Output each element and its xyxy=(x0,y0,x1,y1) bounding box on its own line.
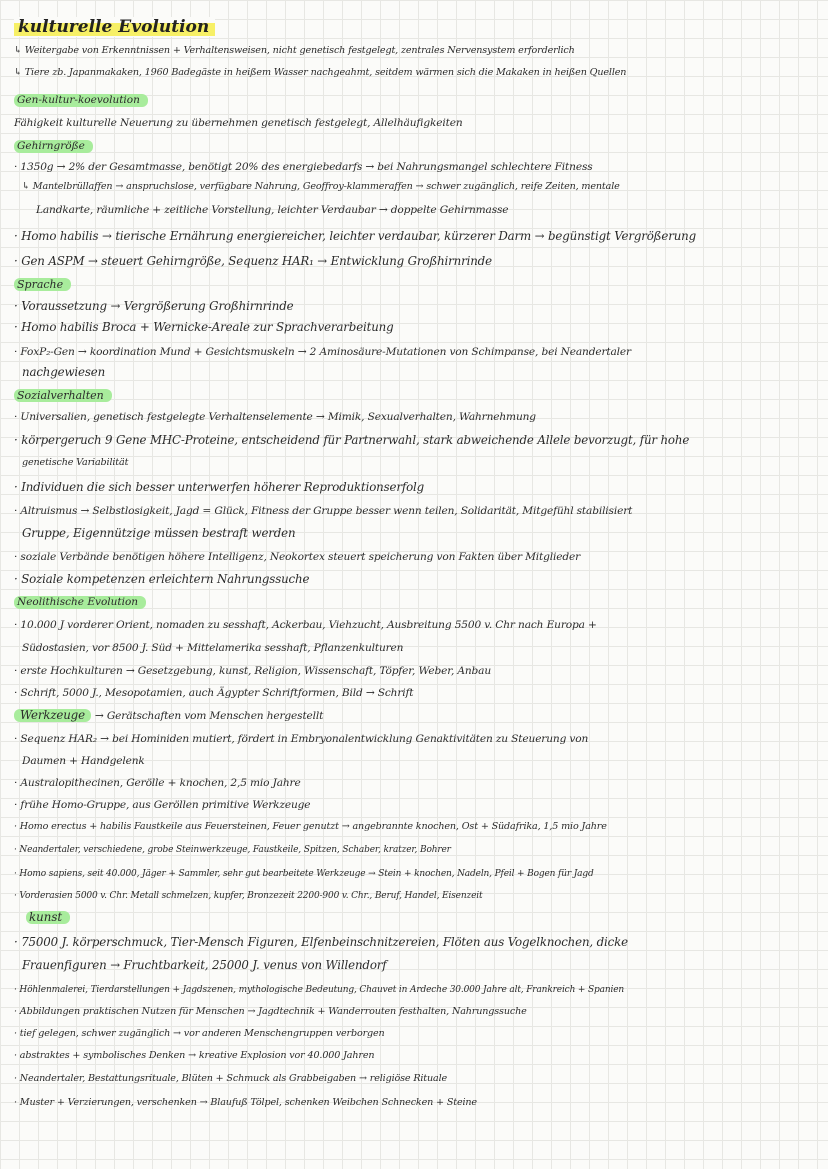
werkzeuge-line: · frühe Homo-Gruppe, aus Geröllen primitive Werkzeuge xyxy=(14,799,311,811)
neolithisch-line: · 10.000 J vorderer Orient, nomaden zu sesshaft, Ackerbau, Viehzucht, Ausbreitung 5500 v. Chr nach Europa + xyxy=(14,619,597,631)
sozial-line: · Soziale kompetenzen erleichtern Nahrungssuche xyxy=(14,572,310,586)
werkzeuge-line: · Vorderasien 5000 v. Chr. Metall schmelzen, kupfer, Bronzezeit 2200-900 v. Chr., Beruf, Handel, Eisenzeit xyxy=(14,891,483,901)
werkzeuge-line: Daumen + Handgelenk xyxy=(22,755,145,767)
gen-kultur-line: Fähigkeit kulturelle Neuerung zu übernehmen genetisch festgelegt, Allelhäufigkeiten xyxy=(14,117,463,129)
heading-neolithisch: Neolithische Evolution xyxy=(14,596,146,609)
heading-kunst: kunst xyxy=(26,911,70,924)
neolithisch-line: · erste Hochkulturen → Gesetzgebung, kunst, Religion, Wissenschaft, Töpfer, Weber, Anbau xyxy=(14,665,492,677)
intro-line-1: ↳ Weitergabe von Erkenntnissen + Verhaltensweisen, nicht genetisch festgelegt, zentrales Nervensystem erforderlich xyxy=(14,45,575,56)
werkzeuge-line: · Neandertaler, verschiedene, grobe Steinwerkzeuge, Faustkeile, Spitzen, Schaber, kratzer, Bohrer xyxy=(14,845,451,855)
werkzeuge-line: · Australopithecinen, Gerölle + knochen, 2,5 mio Jahre xyxy=(14,777,301,789)
gehirn-line: · Gen ASPM → steuert Gehirngröße, Sequenz HAR₁ → Entwicklung Großhirnrinde xyxy=(14,254,492,268)
kunst-line: · Abbildungen praktischen Nutzen für Menschen → Jagdtechnik + Wanderrouten festhalten, Nahrungssuche xyxy=(14,1006,527,1017)
sozial-line: · Altruismus → Selbstlosigkeit, Jagd = Glück, Fitness der Gruppe besser wenn teilen, Solidarität, Mitgefühl stabilisiert xyxy=(14,505,633,517)
sozial-line: · körpergeruch 9 Gene MHC-Proteine, entscheidend für Partnerwahl, stark abweichende Allele bevorzugt, für hohe xyxy=(14,433,690,447)
werkzeuge-line: · Homo sapiens, seit 40.000, Jäger + Sammler, sehr gut bearbeitete Werkzeuge → Stein + knochen, Nadeln, Pfeil + Bogen für Jagd xyxy=(14,869,594,879)
gehirn-line: · 1350g → 2% der Gesamtmasse, benötigt 20% des energiebedarfs → bei Nahrungsmangel schlechtere Fitness xyxy=(14,161,593,173)
gehirn-line: ↳ Mantelbrüllaffen → anspruchslose, verfügbare Nahrung, Geoffroy-klammeraffen → schwer zugänglich, reife Zeiten, mentale xyxy=(22,181,620,192)
heading-sozialverhalten: Sozialverhalten xyxy=(14,389,112,402)
heading-werkzeuge: Werkzeuge xyxy=(14,709,91,722)
kunst-line: Frauenfiguren → Fruchtbarkeit, 25000 J. venus von Willendorf xyxy=(22,958,387,972)
kunst-line: · Neandertaler, Bestattungsrituale, Blüten + Schmuck als Grabbeigaben → religiöse Rituale xyxy=(14,1073,448,1084)
sozial-line: · soziale Verbände benötigen höhere Intelligenz, Neokortex steuert speicherung von Fakten über Mitglieder xyxy=(14,551,581,563)
sprache-line: · Homo habilis Broca + Wernicke-Areale zur Sprachverarbeitung xyxy=(14,320,394,334)
heading-sprache: Sprache xyxy=(14,278,71,291)
page-title: kulturelle Evolution xyxy=(14,17,215,37)
kunst-line: · 75000 J. körperschmuck, Tier-Mensch Figuren, Elfenbeinschnitzereien, Flöten aus Vogelknochen, dicke xyxy=(14,935,628,949)
sozial-line: genetische Variabilität xyxy=(22,457,129,468)
kunst-line: · abstraktes + symbolisches Denken → kreative Explosion vor 40.000 Jahren xyxy=(14,1050,375,1061)
sozial-line: Gruppe, Eigennützige müssen bestraft werden xyxy=(22,526,296,540)
werkzeuge-heading-suffix: → Gerätschaften vom Menschen hergestellt xyxy=(94,710,324,722)
werkzeuge-line: · Sequenz HAR₂ → bei Hominiden mutiert, fördert in Embryonalentwicklung Genaktivitäten zu Steuerung von xyxy=(14,733,589,745)
kunst-line: · tief gelegen, schwer zugänglich → vor anderen Menschengruppen verborgen xyxy=(14,1028,385,1039)
sprache-line: nachgewiesen xyxy=(22,365,106,379)
neolithisch-line: Südostasien, vor 8500 J. Süd + Mittelamerika sesshaft, Pflanzenkulturen xyxy=(22,642,404,654)
werkzeuge-heading-row xyxy=(14,709,323,723)
sprache-line: · Voraussetzung → Vergrößerung Großhirnrinde xyxy=(14,299,294,313)
heading-gehirngroesse: Gehirngröße xyxy=(14,140,93,153)
sozial-line: · Individuen die sich besser unterwerfen höherer Reproduktionserfolg xyxy=(14,480,425,494)
kunst-line: · Muster + Verzierungen, verschenken → Blaufuß Tölpel, schenken Weibchen Schnecken + Steine xyxy=(14,1097,477,1108)
intro-line-2: ↳ Tiere zb. Japanmakaken, 1960 Badegäste in heißem Wasser nachgeahmt, seitdem wärmen sich die Makaken in heißen Quellen xyxy=(14,67,627,78)
heading-gen-kultur: Gen-kultur-koevolution xyxy=(14,94,148,107)
sozial-line: · Universalien, genetisch festgelegte Verhaltenselemente → Mimik, Sexualverhalten, Wahrnehmung xyxy=(14,411,536,423)
gehirn-line: Landkarte, räumliche + zeitliche Vorstellung, leichter Verdaubar → doppelte Gehirnmasse xyxy=(36,204,509,216)
sprache-line: · FoxP₂-Gen → koordination Mund + Gesichtsmuskeln → 2 Aminosäure-Mutationen von Schimpanse, bei Neandertaler xyxy=(14,346,631,358)
neolithisch-line: · Schrift, 5000 J., Mesopotamien, auch Ägypter Schriftformen, Bild → Schrift xyxy=(14,687,414,699)
kunst-line: · Höhlenmalerei, Tierdarstellungen + Jagdszenen, mythologische Bedeutung, Chauvet in Ardeche 30.000 Jahre alt, Frankreich + Spanien xyxy=(14,985,625,995)
gehirn-line: · Homo habilis → tierische Ernährung energiereicher, leichter verdaubar, kürzerer Darm → begünstigt Vergrößerung xyxy=(14,229,697,243)
werkzeuge-line: · Homo erectus + habilis Faustkeile aus Feuersteinen, Feuer genutzt → angebrannte knochen, Ost + Südafrika, 1,5 mio Jahre xyxy=(14,821,607,832)
